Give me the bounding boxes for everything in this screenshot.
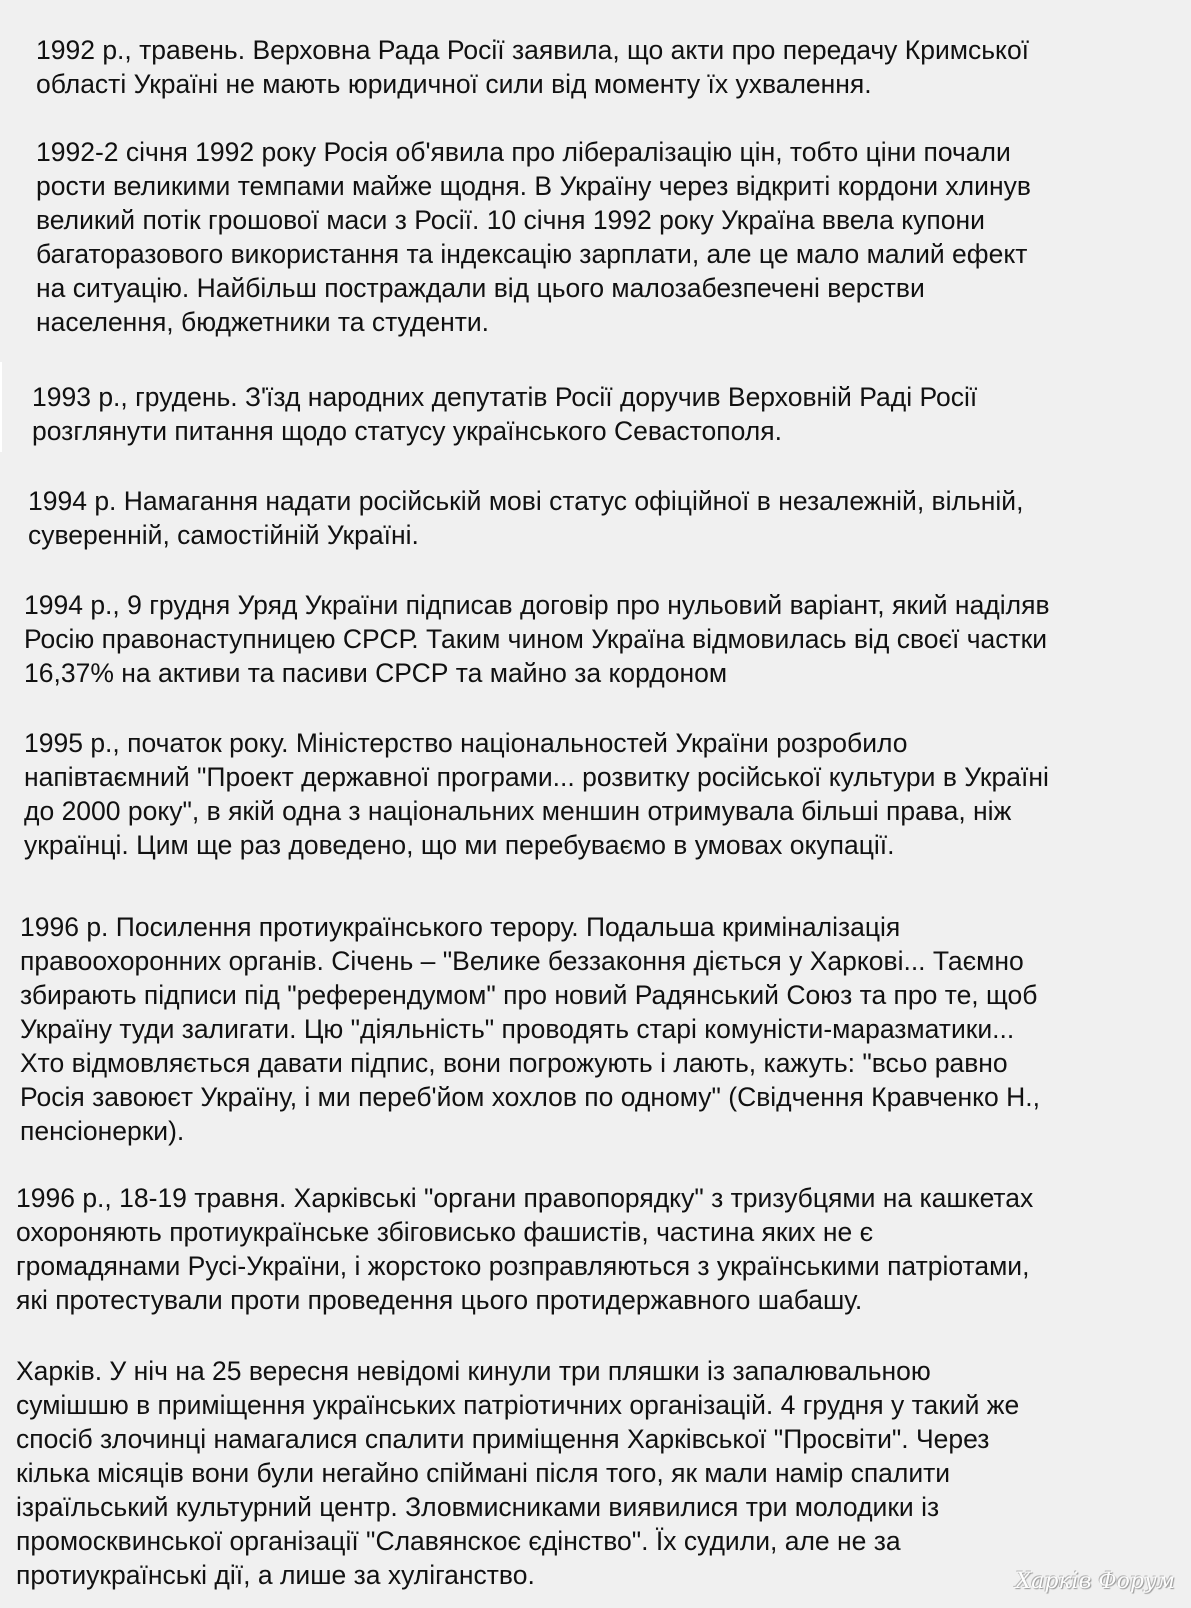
paragraph-kharkiv-september: Харків. У ніч на 25 вересня невідомі кинули три пляшки із запалювальною сумішшю в приміщення українських патріотичних організацій. 4 грудня у такий же спосіб злочинці намагалися спалити приміщення Харківської "Просвіти". Через кілька місяців вони були негайно спіймані після того, як мали намір спалити ізраїльський культурний центр. Зловмисниками виявилися три молодики із промосквинської організації "Славянскоє єдінство". Їх судили, але не за протиукраїнські дії, а лише за хуліганство.	[16, 1356, 1020, 1590]
paragraph-1995-program: 1995 р., початок року. Міністерство національностей України розробило напівтаємний "Проект державної програми... розвитку російської культури в Україні до 2000 року", в якій одна з національних меншин отримувала більші права, ніж українці. Цим ще раз доведено, що ми перебуваємо в умовах окупації.	[24, 728, 1049, 860]
paragraph-1996-terror: 1996 р. Посилення протиукраїнського терору. Подальша криміналізація правоохоронних органів. Січень – "Велике беззаконня діється у Харкові... Таємно збирають підписи під "референдумом" про новий Радянський Союз та про те, щоб Україну туди залигати. Цю "діяльність" проводять старі комуністи-маразматики... Хто відмовляється давати підпис, вони погрожують і лають, кажуть: "всьо равно Росія завоюєт Україну, і ми переб'йом хохлов по одному" (Свідчення Кравченко Н., пенсіонерки).	[20, 912, 1041, 1146]
paragraph-1993-december: 1993 р., грудень. З'їзд народних депутатів Росії доручив Верховній Раді Росії розглянути питання щодо статусу українського Севастополя.	[32, 382, 978, 446]
left-edge-divider	[0, 362, 2, 452]
paragraph-1996-may: 1996 р., 18-19 травня. Харківські "органи правопорядку" з тризубцями на кашкетах охороняють протиукраїнське збіговисько фашистів, частина яких не є громадянами Русі-України, і жорстоко розправляються з українськими патріотами, які протестували проти проведення цього протидержавного шабашу.	[16, 1183, 1034, 1315]
paragraph-1994-language: 1994 р. Намагання надати російській мові статус офіційної в незалежній, вільній, суверенній, самостійній Україні.	[28, 486, 1024, 550]
paragraph-1992-may: 1992 р., травень. Верховна Рада Росії заявила, що акти про передачу Кримської області Україні не мають юридичної сили від моменту їх ухвалення.	[36, 35, 1030, 99]
paragraph-1994-december: 1994 р., 9 грудня Уряд України підписав договір про нульовий варіант, який наділяв Росію правонаступницею СРСР. Таким чином Україна відмовилась від своєї частки 16,37% на активи та пасиви СРСР та майно за кордоном	[24, 590, 1050, 688]
paragraph-1992-january-prices: 1992-2 січня 1992 року Росія об'явила про лібералізацію цін, тобто ціни почали рости великими темпами майже щодня. В Україну через відкриті кордони хлинув великий потік грошової маси з Росії. 10 січня 1992 року Україна ввела купони багаторазового використання та індексацію зарплати, але це мало малий ефект на ситуацію. Найбільш постраждали від цього малозабезпечені верстви населення, бюджетники та студенти.	[36, 137, 1031, 337]
watermark-logo: Харків Форум	[1015, 1569, 1175, 1594]
